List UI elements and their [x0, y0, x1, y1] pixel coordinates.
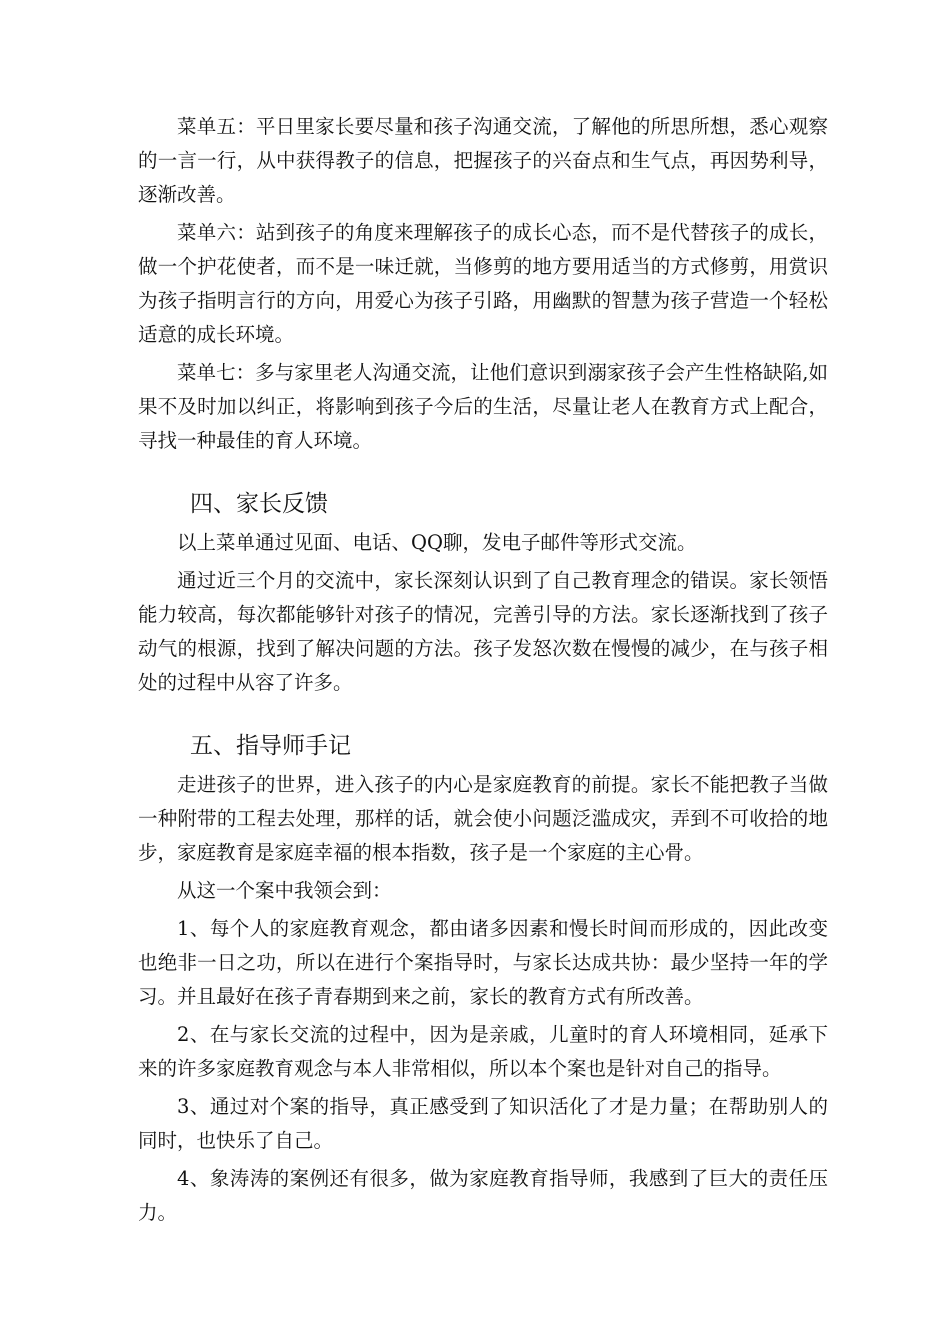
notes-paragraph: 从这一个案中我领会到： — [177, 879, 392, 902]
menu-five-paragraph: 菜单五：平日里家长要尽量和孩子沟通交流，了解他的所思所想，悉心观察的一言一行，从中获得教子的信息，把握孩子的兴奋点和生气点，再因势利导，逐渐改善。 — [138, 115, 828, 206]
section-heading-parent-feedback: 四、家长反馈 — [190, 491, 328, 517]
document-page — [138, 110, 828, 1234]
feedback-paragraph: 通过近三个月的交流中，家长深刻认识到了自己教育理念的错误。家长领悟能力较高，每次都能够针对孩子的情况，完善引导的方法。家长逐渐找到了孩子动气的根源，找到了解决问题的方法。孩子发怒次数在慢慢的减少，在与孩子相处的过程中从容了许多。 — [138, 569, 828, 694]
menu-seven-paragraph: 菜单七：多与家里老人沟通交流，让他们意识到溺家孩子会产生性格缺陷,如果不及时加以纠正，将影响到孩子今后的生活，尽量让老人在教育方式上配合，寻找一种最佳的育人环境。 — [138, 361, 828, 452]
notes-list-item: 4、象涛涛的案例还有很多，做为家庭教育指导师，我感到了巨大的责任压力。 — [138, 1167, 828, 1224]
menu-section — [138, 110, 828, 458]
notes-list-item: 2、在与家长交流的过程中，因为是亲戚，儿童时的育人环境相同，延承下来的许多家庭教育观念与本人非常相似，所以本个案也是针对自己的指导。 — [138, 1023, 828, 1080]
section-heading-mentor-notes: 五、指导师手记 — [190, 733, 351, 759]
menu-six-paragraph: 菜单六：站到孩子的角度来理解孩子的成长心态，而不是代替孩子的成长，做一个护花使者，而不是一味迁就，当修剪的地方要用适当的方式修剪，用赏识为孩子指明言行的方向，用爱心为孩子引路，用幽默的智慧为孩子营造一个轻松适意的成长环境。 — [138, 221, 828, 346]
mentor-notes-section — [138, 726, 828, 1230]
parent-feedback-section — [138, 484, 828, 700]
notes-list-item: 1、每个人的家庭教育观念，都由诸多因素和慢长时间而形成的，因此改变也绝非一日之功，所以在进行个案指导时，与家长达成共协：最少坚持一年的学习。并且最好在孩子青春期到来之前，家长的教育方式有所改善。 — [138, 917, 828, 1008]
feedback-paragraph: 以上菜单通过见面、电话、QQ聊，发电子邮件等形式交流。 — [177, 531, 697, 554]
notes-paragraph: 走进孩子的世界，进入孩子的内心是家庭教育的前提。家长不能把教子当做一种附带的工程去处理，那样的话，就会使小问题泛滥成灾，弄到不可收拾的地步，家庭教育是家庭幸福的根本指数，孩子是一个家庭的主心骨。 — [138, 773, 828, 864]
notes-list-item: 3、通过对个案的指导，真正感受到了知识活化了才是力量；在帮助别人的同时，也快乐了自己。 — [138, 1095, 828, 1152]
